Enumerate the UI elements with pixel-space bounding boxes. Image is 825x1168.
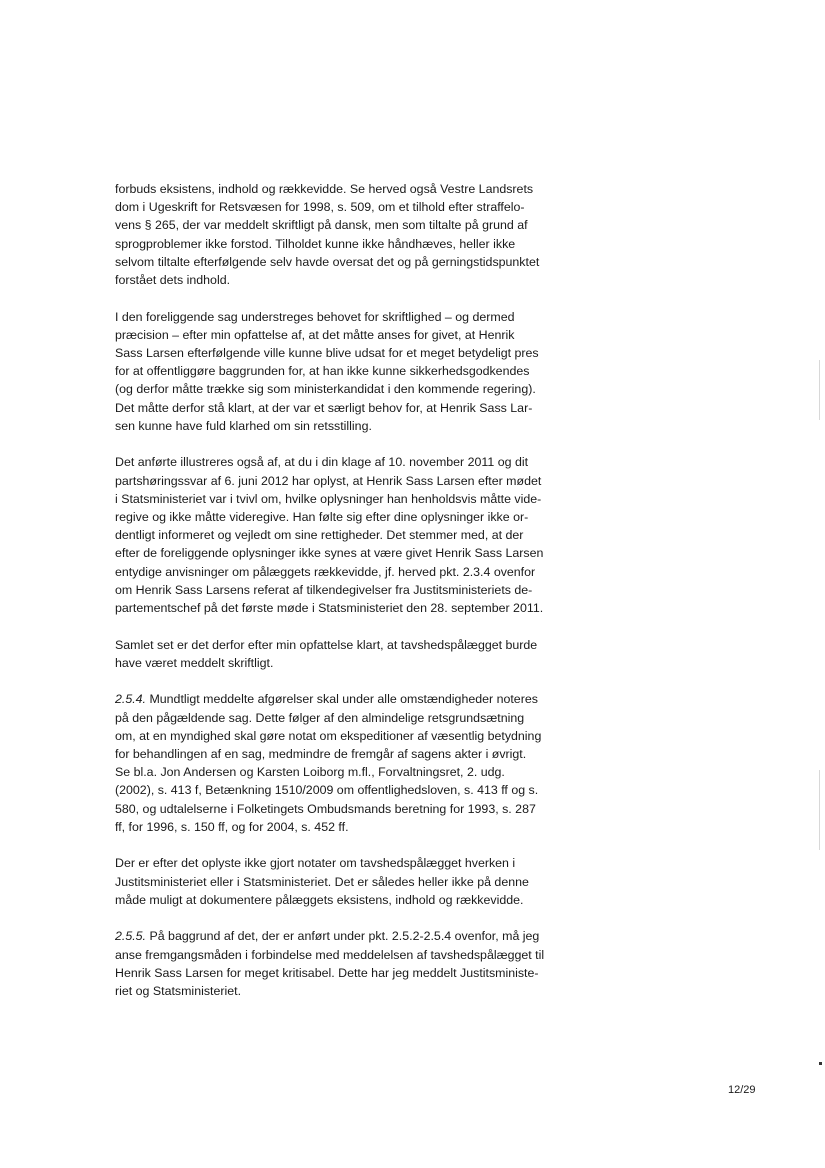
text-line-rest: Mundtligt meddelte afgørelser skal under alle omstændigheder noteres <box>146 692 538 707</box>
paragraph-illustration <box>115 453 575 617</box>
text-line: entydige anvisninger om pålæggets rækkevidde, jf. herved pkt. 2.3.4 ovenfor <box>115 564 536 579</box>
scan-edge-artifact <box>819 770 820 850</box>
scan-mark-artifact <box>819 1062 822 1065</box>
text-line: Samlet set er det derfor efter min opfattelse klart, at tavshedspålægget burde <box>115 637 538 652</box>
page-number: 12/29 <box>728 1084 756 1096</box>
text-line: ff, for 1996, s. 150 ff, og for 2004, s. 452 ff. <box>115 819 349 834</box>
text-line <box>115 927 575 945</box>
paragraph-section-2-5-5 <box>115 927 575 1000</box>
paragraph-need-for-writing <box>115 308 575 435</box>
text-line: regive og ikke måtte videregive. Han følte sig efter dine oplysninger ikke or- <box>115 510 529 525</box>
text-line: om Henrik Sass Larsens referat af tilkendegivelser fra Justitsministeriets de- <box>115 582 533 597</box>
text-line: (2002), s. 413 f, Betænkning 1510/2009 om offentlighedsloven, s. 413 ff og s. <box>115 783 539 798</box>
text-line: i Statsministeriet var i tvivl om, hvilke oplysninger han henholdsvis måtte vide- <box>115 491 542 506</box>
text-line: have været meddelt skriftligt. <box>115 655 274 670</box>
text-line: for at offentliggøre baggrunden for, at han ikke kunne sikkerhedsgodkendes <box>115 364 530 379</box>
paragraph-conclusion <box>115 636 575 672</box>
text-line: måde muligt at dokumentere pålæggets eksistens, indhold og rækkevidde. <box>115 892 524 907</box>
paragraph-section-2-5-4 <box>115 690 575 836</box>
text-line: sprogproblemer ikke forstod. Tilholdet kunne ikke håndhæves, heller ikke <box>115 236 516 251</box>
document-body <box>115 180 575 1019</box>
text-line: Det anførte illustreres også af, at du i din klage af 10. november 2011 og dit <box>115 455 529 470</box>
text-line: om, at en myndighed skal gøre notat om ekspeditioner af væsentlig betydning <box>115 728 542 743</box>
scan-edge-artifact <box>819 360 820 420</box>
text-line: Justitsministeriet eller i Statsministeriet. Det er således heller ikke på denne <box>115 874 529 889</box>
text-line: for behandlingen af en sag, medmindre de fremgår af sagens akter i øvrigt. <box>115 747 527 762</box>
text-line: dom i Ugeskrift for Retsvæsen for 1998, s. 509, om et tilhold efter straffelo- <box>115 200 525 215</box>
text-line: præcision – efter min opfattelse af, at det måtte anses for givet, at Henrik <box>115 327 515 342</box>
paragraph-continuation <box>115 180 575 289</box>
text-line: forstået dets indhold. <box>115 273 231 288</box>
text-line: partementschef på det første møde i Statsministeriet den 28. september 2011. <box>115 601 544 616</box>
text-line: Se bl.a. Jon Andersen og Karsten Loiborg m.fl., Forvaltningsret, 2. udg. <box>115 765 505 780</box>
text-line: sen kunne have fuld klarhed om sin retsstilling. <box>115 418 372 433</box>
text-line: riet og Statsministeriet. <box>115 984 242 999</box>
text-line-rest: På baggrund af det, der er anført under pkt. 2.5.2-2.5.4 ovenfor, må jeg <box>146 929 540 944</box>
text-line: I den foreliggende sag understreges behovet for skriftlighed – og dermed <box>115 309 515 324</box>
section-number: 2.5.5. <box>115 929 147 944</box>
text-line: (og derfor måtte trække sig som ministerkandidat i den kommende regering). <box>115 382 536 397</box>
text-line: forbuds eksistens, indhold og rækkevidde. Se herved også Vestre Landsrets <box>115 182 534 196</box>
text-line: Sass Larsen efterfølgende ville kunne blive udsat for et meget betydeligt pres <box>115 346 539 361</box>
text-line: selvom tiltalte efterfølgende selv havde oversat det og på gerningstidspunktet <box>115 254 540 269</box>
text-line: anse fremgangsmåden i forbindelse med meddelelsen af tavshedspålægget til <box>115 947 545 962</box>
text-line: partshøringssvar af 6. juni 2012 har oplyst, at Henrik Sass Larsen efter mødet <box>115 473 542 488</box>
text-line: efter de foreliggende oplysninger ikke synes at være givet Henrik Sass Larsen <box>115 546 544 561</box>
paragraph-no-notes <box>115 854 575 909</box>
text-line: dentligt informeret og vejledt om sine rettigheder. Det stemmer med, at der <box>115 528 524 543</box>
text-line: Henrik Sass Larsen for meget kritisabel. Dette har jeg meddelt Justitsministe- <box>115 965 539 980</box>
text-line: 580, og udtalelserne i Folketingets Ombudsmands beretning for 1993, s. 287 <box>115 801 536 816</box>
text-line <box>115 690 575 708</box>
text-line: Det måtte derfor stå klart, at der var et særligt behov for, at Henrik Sass Lar- <box>115 400 533 415</box>
text-line: Der er efter det oplyste ikke gjort notater om tavshedspålægget hverken i <box>115 856 516 871</box>
section-number: 2.5.4. <box>115 692 147 707</box>
text-line: vens § 265, der var meddelt skriftligt på dansk, men som tiltalte på grund af <box>115 218 528 233</box>
text-line: på den pågældende sag. Dette følger af den almindelige retsgrundsætning <box>115 710 525 725</box>
